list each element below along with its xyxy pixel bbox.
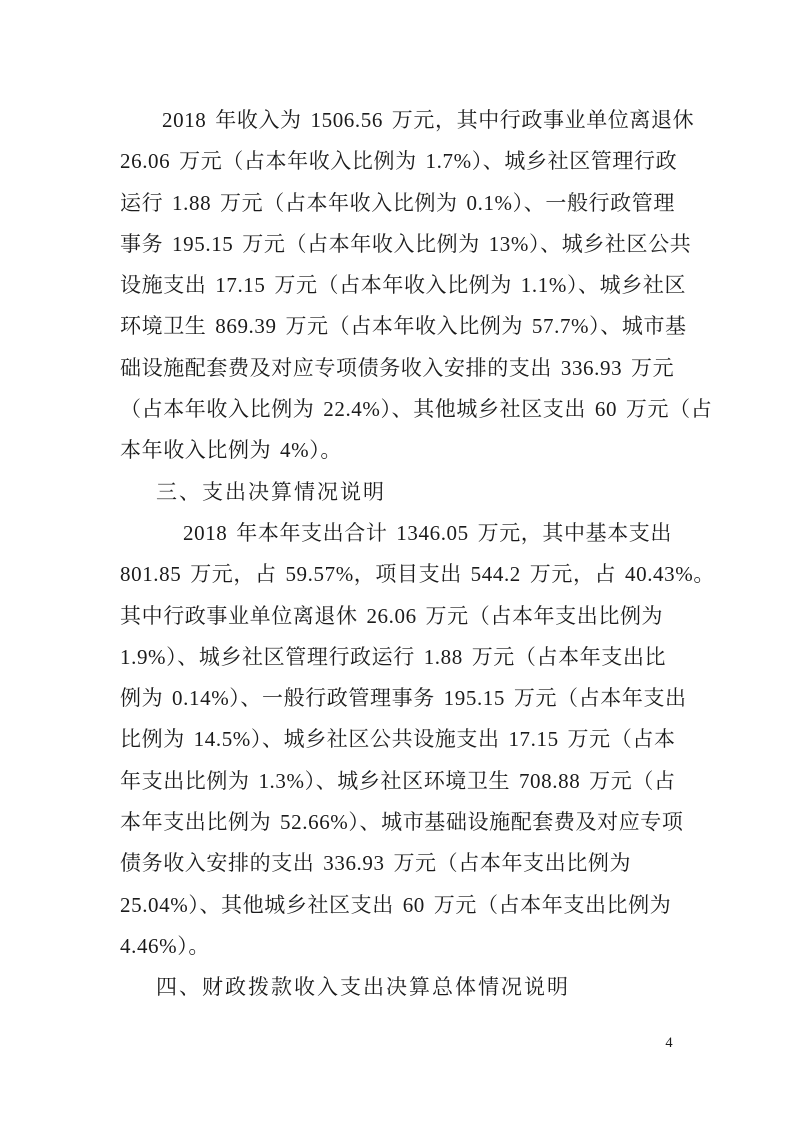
text-line: 例为 0.14%）、一般行政管理事务 195.15 万元（占本年支出 xyxy=(120,686,687,711)
text-line: 础设施配套费及对应专项债务收入安排的支出 336.93 万元 xyxy=(120,355,675,380)
section-heading: 四、财政拨款收入支出决算总体情况说明 xyxy=(156,975,570,1000)
text-block xyxy=(120,100,715,1009)
text-line: 比例为 14.5%）、城乡社区公共设施支出 17.15 万元（占本 xyxy=(120,727,676,752)
text-line: 债务收入安排的支出 336.93 万元（占本年支出比例为 xyxy=(120,851,632,876)
text-line: 2018 年本年支出合计 1346.05 万元，其中基本支出 xyxy=(183,520,672,545)
text-line: 本年收入比例为 4%）。 xyxy=(120,438,342,463)
text-line: 事务 195.15 万元（占本年收入比例为 13%）、城乡社区公共 xyxy=(120,231,692,256)
text-line: 1.9%）、城乡社区管理行政运行 1.88 万元（占本年支出比 xyxy=(120,644,667,669)
text-line: 环境卫生 869.39 万元（占本年收入比例为 57.7%）、城市基 xyxy=(120,314,687,339)
text-line: 设施支出 17.15 万元（占本年收入比例为 1.1%）、城乡社区 xyxy=(120,273,687,298)
text-line: 4.46%）。 xyxy=(120,933,210,958)
section-heading: 三、支出决算情况说明 xyxy=(156,479,386,504)
text-line: 25.04%）、其他城乡社区支出 60 万元（占本年支出比例为 xyxy=(120,892,672,917)
text-line: 26.06 万元（占本年收入比例为 1.7%）、城乡社区管理行政 xyxy=(120,149,678,174)
text-line: 运行 1.88 万元（占本年收入比例为 0.1%）、一般行政管理 xyxy=(120,190,675,215)
text-line: 年支出比例为 1.3%）、城乡社区环境卫生 708.88 万元（占 xyxy=(120,768,676,793)
text-line: 801.85 万元，占 59.57%，项目支出 544.2 万元，占 40.43%。 xyxy=(120,562,715,587)
text-line: 本年支出比例为 52.66%）、城市基础设施配套费及对应专项 xyxy=(120,810,684,835)
text-line: 2018 年收入为 1506.56 万元，其中行政事业单位离退休 xyxy=(162,108,695,132)
text-line: （占本年收入比例为 22.4%）、其他城乡社区支出 60 万元（占 xyxy=(120,397,713,422)
text-line: 其中行政事业单位离退休 26.06 万元（占本年支出比例为 xyxy=(120,603,664,628)
page-number: 4 xyxy=(665,1035,673,1051)
